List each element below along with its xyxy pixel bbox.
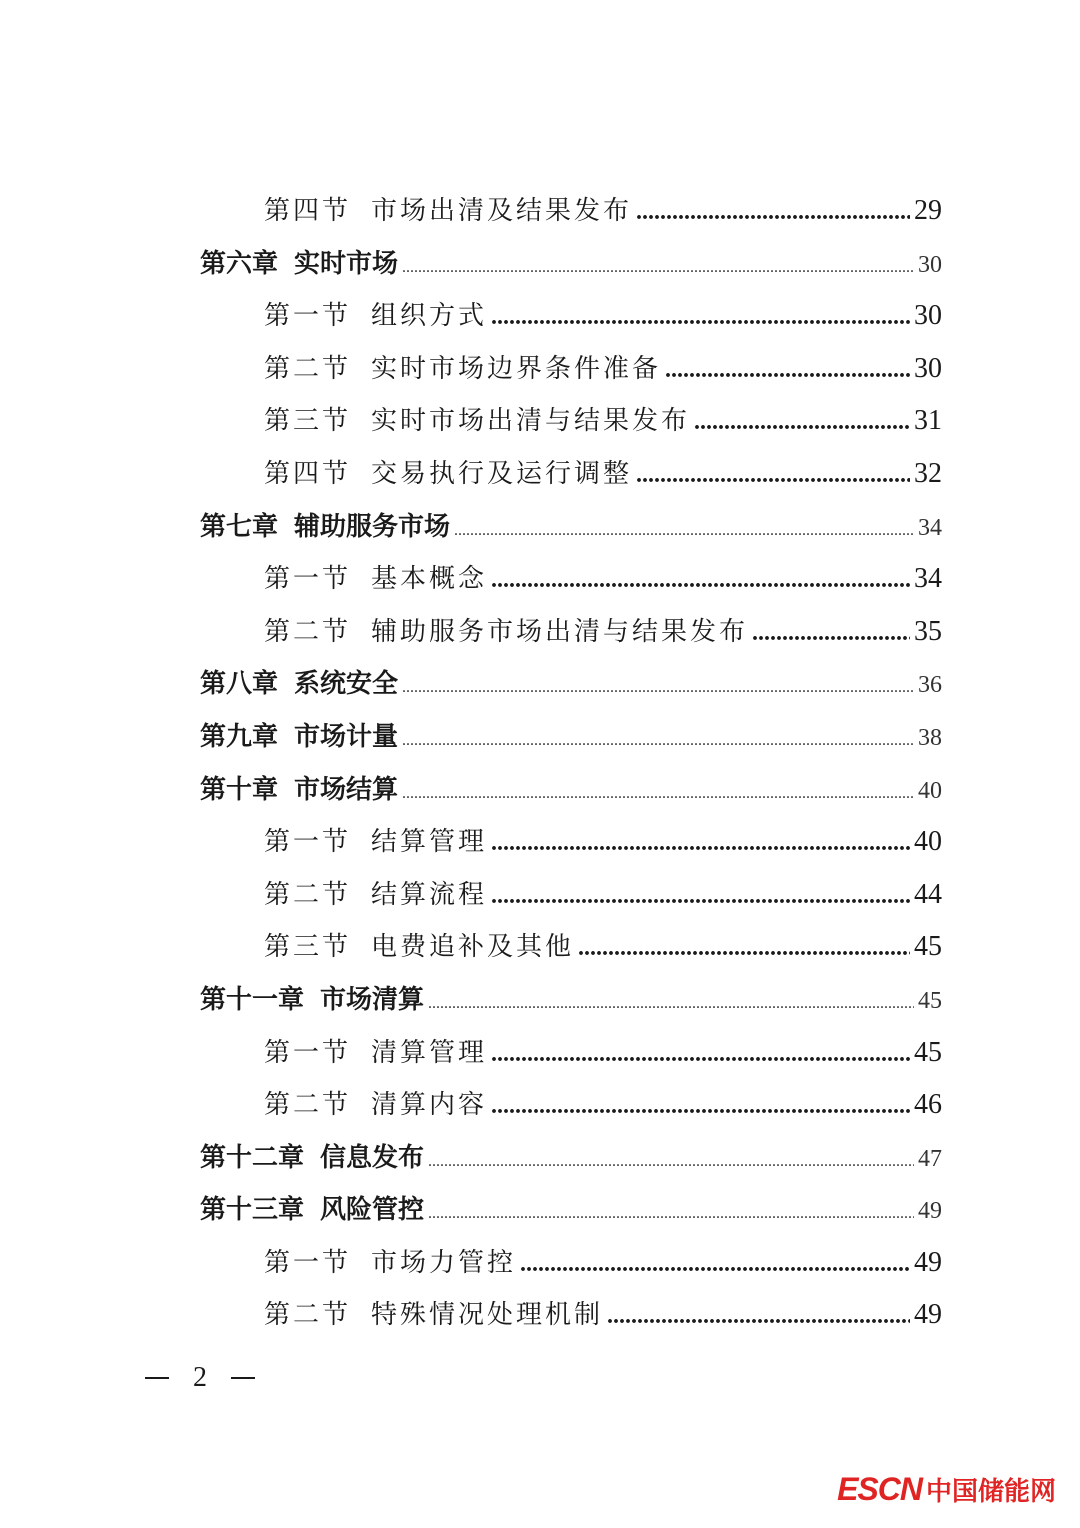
toc-entry-number: 第十章 [200, 774, 279, 805]
page-number: 2 [193, 1362, 207, 1393]
toc-entry-page: 45 [914, 931, 942, 963]
dot-leader [491, 567, 910, 594]
toc-entry[interactable] [0, 506, 1080, 559]
toc-entry-page: 31 [914, 405, 942, 437]
toc-entry[interactable] [0, 1084, 1080, 1137]
toc-entry-title: 辅助服务市场出清与结果发布 [371, 616, 749, 647]
toc-entry[interactable] [0, 1294, 1080, 1347]
toc-entry-title: 组织方式 [371, 301, 488, 332]
toc-entry-number: 第三节 [264, 932, 352, 963]
dot-leader [402, 259, 914, 277]
dot-leader [636, 199, 910, 226]
toc-entry-title: 市场清算 [320, 984, 425, 1015]
dot-leader [578, 935, 910, 962]
toc-entry-title: 市场结算 [294, 774, 399, 805]
toc-entry-page: 30 [914, 300, 942, 332]
toc-entry-title: 市场计量 [294, 721, 399, 752]
dot-leader [491, 883, 910, 910]
dot-leader [428, 995, 914, 1013]
toc-entry-title: 基本概念 [371, 564, 488, 595]
toc-entry-title: 清算管理 [371, 1037, 488, 1068]
toc-entry-title: 系统安全 [294, 669, 399, 700]
toc-entry-number: 第二节 [264, 353, 352, 384]
toc-entry-number: 第十三章 [200, 1195, 305, 1226]
watermark-chinese: 中国储能网 [925, 1476, 1056, 1506]
toc-entry-number: 第七章 [200, 511, 279, 542]
toc-entry-page: 49 [914, 1299, 942, 1331]
toc-entry[interactable] [0, 979, 1080, 1032]
toc-entry-number: 第二节 [264, 1090, 352, 1121]
toc-entry[interactable] [0, 558, 1080, 611]
toc-entry-page: 30 [914, 352, 942, 384]
dot-leader [520, 1251, 910, 1278]
toc-entry-page: 40 [914, 826, 942, 858]
toc-entry-page: 34 [914, 563, 942, 595]
toc-entry-title: 实时市场 [294, 248, 399, 279]
footer-dash-left [145, 1377, 169, 1379]
dot-leader [402, 679, 914, 697]
toc-entry-number: 第二节 [264, 1300, 352, 1331]
toc-entry[interactable] [0, 663, 1080, 716]
dot-leader [636, 462, 910, 489]
footer-dash-right [231, 1377, 255, 1379]
dot-leader [694, 409, 910, 436]
toc-entry-page: 36 [918, 672, 942, 699]
toc-entry[interactable] [0, 190, 1080, 243]
toc-entry-title: 交易执行及运行调整 [371, 458, 633, 489]
toc-entry-number: 第六章 [200, 248, 279, 279]
dot-leader [428, 1205, 914, 1223]
toc-entry-title: 结算管理 [371, 827, 488, 858]
toc-entry-number: 第四节 [264, 196, 352, 226]
toc-entry-title: 清算内容 [371, 1090, 488, 1121]
watermark-logo [837, 1471, 1056, 1508]
toc-entry-number: 第一节 [264, 564, 352, 595]
dot-leader [491, 1093, 910, 1120]
toc-entry[interactable] [0, 1032, 1080, 1085]
toc-entry-page: 40 [918, 777, 942, 804]
toc-entry-title: 结算流程 [371, 879, 488, 910]
toc-entry-page: 35 [914, 615, 942, 647]
toc-entry-number: 第二节 [264, 879, 352, 910]
dot-leader [402, 785, 914, 803]
toc-entry-title: 特殊情况处理机制 [371, 1300, 604, 1331]
toc-entry[interactable] [0, 716, 1080, 769]
toc-entry-number: 第十一章 [200, 984, 305, 1015]
toc-entry[interactable] [0, 1137, 1080, 1190]
toc-entry[interactable] [0, 1189, 1080, 1242]
toc-entry-page: 45 [914, 1036, 942, 1068]
dot-leader [454, 522, 914, 540]
dot-leader [665, 357, 910, 384]
dot-leader [491, 830, 910, 857]
toc-entry[interactable] [0, 1242, 1080, 1295]
toc-entry-page: 45 [918, 987, 942, 1014]
toc-entry-title: 电费追补及其他 [371, 932, 575, 963]
toc-entry[interactable] [0, 926, 1080, 979]
dot-leader [752, 620, 910, 647]
toc-entry-page: 44 [914, 878, 942, 910]
toc-entry-title: 辅助服务市场 [294, 511, 451, 542]
toc-entry[interactable] [0, 821, 1080, 874]
toc-entry-title: 市场力管控 [371, 1247, 517, 1278]
dot-leader [491, 304, 910, 331]
toc-entry-page: 49 [914, 1246, 942, 1278]
page-footer [145, 1362, 255, 1394]
toc-entry[interactable] [0, 400, 1080, 453]
toc-entry[interactable] [0, 453, 1080, 506]
toc-entry-number: 第一节 [264, 301, 352, 332]
toc-entry[interactable] [0, 295, 1080, 348]
toc-entry-number: 第二节 [264, 616, 352, 647]
toc-entry-page: 47 [918, 1145, 942, 1172]
toc-entry-number: 第一节 [264, 1247, 352, 1278]
toc-entry-title: 信息发布 [320, 1142, 425, 1173]
toc-entry-number: 第四节 [264, 458, 352, 489]
toc-entry-number: 第九章 [200, 721, 279, 752]
toc-entry[interactable] [0, 769, 1080, 822]
dot-leader [491, 1041, 910, 1068]
toc-entry-number: 第一节 [264, 1037, 352, 1068]
toc-entry-title: 实时市场出清与结果发布 [371, 406, 691, 437]
table-of-contents [0, 190, 1080, 1347]
toc-entry-title: 实时市场边界条件准备 [371, 353, 662, 384]
toc-entry[interactable] [0, 611, 1080, 664]
toc-entry-title: 市场出清及结果发布 [371, 196, 633, 226]
toc-entry-title: 风险管控 [320, 1195, 425, 1226]
toc-entry[interactable] [0, 243, 1080, 296]
dot-leader [402, 732, 914, 750]
toc-entry-number: 第八章 [200, 669, 279, 700]
toc-entry-number: 第一节 [264, 827, 352, 858]
dot-leader [607, 1303, 910, 1330]
watermark-latin: ESCN [837, 1471, 922, 1507]
toc-entry-page: 30 [918, 251, 942, 278]
toc-entry-page: 34 [918, 514, 942, 541]
toc-entry-page: 46 [914, 1089, 942, 1121]
toc-entry-page: 29 [914, 195, 942, 226]
toc-entry-page: 38 [918, 724, 942, 751]
toc-entry[interactable] [0, 874, 1080, 927]
toc-entry-page: 32 [914, 457, 942, 489]
dot-leader [428, 1153, 914, 1171]
toc-entry-number: 第十二章 [200, 1142, 305, 1173]
toc-entry-number: 第三节 [264, 406, 352, 437]
toc-entry[interactable] [0, 348, 1080, 401]
toc-entry-page: 49 [918, 1198, 942, 1225]
